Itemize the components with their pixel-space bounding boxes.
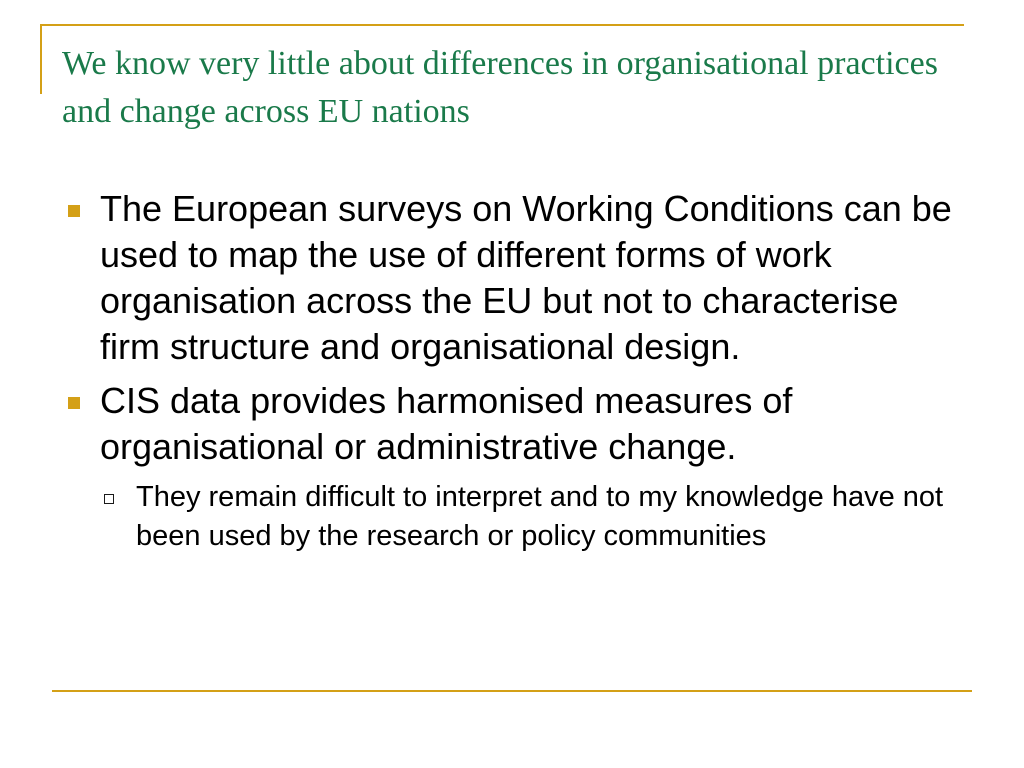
hollow-square-bullet-icon — [104, 494, 114, 504]
square-bullet-icon — [68, 397, 80, 409]
sub-bullet-item — [100, 478, 962, 556]
bullet-item — [62, 186, 962, 370]
bullet-text: CIS data provides harmonised measures of organisational or administrative change. — [100, 380, 793, 467]
top-rule — [40, 24, 964, 26]
bullet-item — [62, 378, 962, 470]
bottom-rule — [52, 690, 972, 692]
sub-bullet-text: They remain difficult to interpret and to my knowledge have not been used by the research or policy communities — [136, 481, 944, 552]
slide-body — [62, 186, 962, 556]
slide-title: We know very little about differences in organisational practices and change across EU nations — [62, 45, 938, 130]
square-bullet-icon — [68, 205, 80, 217]
bullet-text: The European surveys on Working Conditions can be used to map the use of different forms of work organisation across the EU but not to characterise firm structure and organisational design. — [100, 188, 952, 367]
left-rule — [40, 24, 42, 94]
